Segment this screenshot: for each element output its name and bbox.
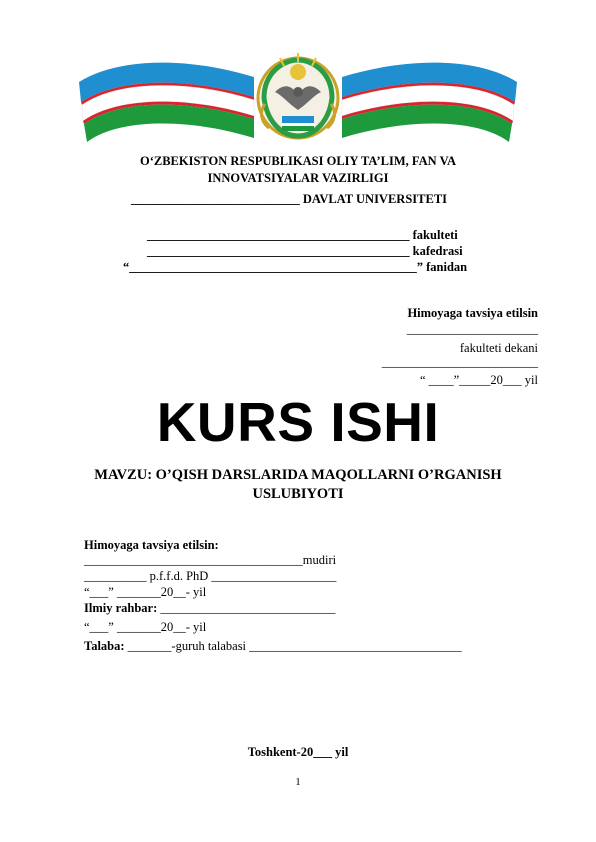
flag-left <box>79 63 254 142</box>
approval-blank-right-1: _____________________ <box>406 322 538 336</box>
ministry-name-line1: O‘ZBEKISTON RESPUBLIKASI OLIY TA’LIM, FAN VA <box>139 154 457 168</box>
approval-heading-left: Himoyaga tavsiya etilsin: <box>84 538 219 552</box>
subject-line <box>123 260 467 275</box>
department-head-line: ___________________________________mudiri <box>84 553 337 567</box>
supervisor-line <box>84 601 335 616</box>
student-line <box>84 639 462 654</box>
approval-date-left-2: “___” _______20__- yil <box>84 620 207 634</box>
topic-line2: USLUBIYOTI <box>252 486 344 502</box>
page-number: 1 <box>295 776 301 788</box>
ministry-name-line2: INNOVATSIYALAR VAZIRLIGI <box>207 171 389 185</box>
topic-line1: MAVZU: O’QISH DARSLARIDA MAQOLLARNI O’RGANISH <box>94 467 502 483</box>
subject-label: ” fanidan <box>416 260 468 274</box>
university-blank: ___________________________ <box>131 192 300 206</box>
state-emblem-banner <box>79 52 517 144</box>
department-label: kafedrasi <box>409 244 463 258</box>
subject-blank: ______________________________________________ <box>129 260 417 274</box>
degree-line: __________ p.f.f.d. PhD ____________________ <box>84 569 337 583</box>
university-line <box>131 192 447 207</box>
supervisor-label: Ilmiy rahbar: <box>84 601 158 615</box>
document-title: KURS ISHI <box>156 391 440 453</box>
faculty-label: fakulteti <box>409 228 458 242</box>
city-year: Toshkent-20___ yil <box>247 745 349 759</box>
supervisor-blank: ____________________________ <box>157 601 336 615</box>
subject-open-quote: “ <box>123 260 130 274</box>
approval-date-right: “ ____”_____20___ yil <box>419 373 538 387</box>
faculty-line <box>147 228 458 243</box>
student-blank: _______-guruh talabasi __________________________________ <box>124 639 462 653</box>
approval-date-left-1: “___” _______20__- yil <box>84 585 207 599</box>
dean-label: fakulteti dekani <box>459 341 538 355</box>
approval-blank-right-2: _________________________ <box>381 355 538 369</box>
department-line <box>147 244 463 259</box>
coat-of-arms-icon <box>258 53 338 138</box>
student-label: Talaba: <box>84 639 125 653</box>
university-label: DAVLAT UNIVERSITETI <box>299 192 448 206</box>
faculty-blank: __________________________________________ <box>147 228 410 242</box>
approval-heading-right: Himoyaga tavsiya etilsin <box>407 306 538 320</box>
department-blank: __________________________________________ <box>147 244 410 258</box>
flag-right <box>342 63 517 142</box>
